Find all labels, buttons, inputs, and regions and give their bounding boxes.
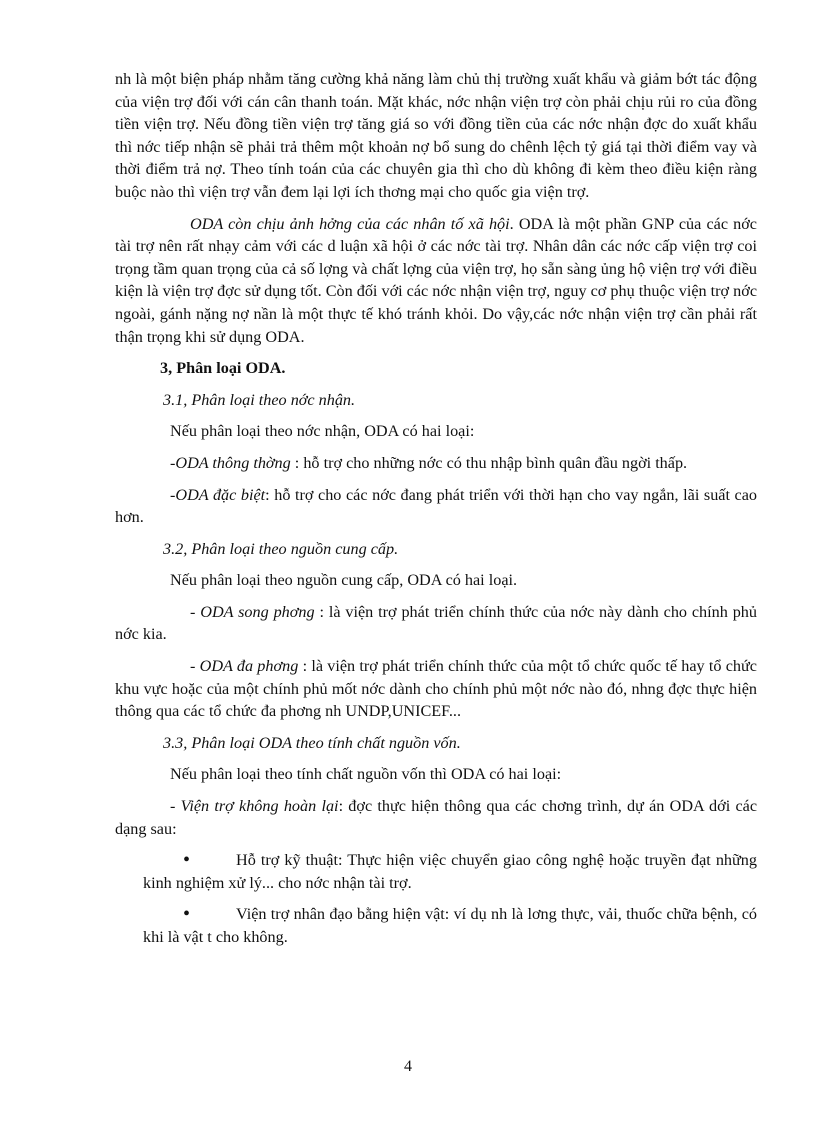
bullet-item <box>143 849 757 894</box>
section-heading-oda-classification: 3, Phân loại ODA. <box>160 359 286 378</box>
paragraph-aid-currency-risk: nh là một biện pháp nhằm tăng cường khả năng làm chủ thị trường xuất khẩu và giảm bớt tác động của viện trợ đối với cán cân thanh toán. Mặt khác, nớc nhận viện trợ còn phải chịu rủi ro của đồng tiền viện trợ. Nếu đồng tiền viện trợ tăng giá so với đồng tiền của các nớc nhận đợc do xuất khẩu thì nớc tiếp nhận sẽ phải trả thêm một khoản nợ bổ sung do chênh lệch tỷ giá tại thời điểm vay và thời điểm trả nợ. Theo tính toán của các chuyên gia thì cho dù không đi kèm theo điều kiện ràng buộc nào thì viện trợ vẫn đem lại lợi ích thơng mại cho quốc gia viện trợ. <box>115 70 757 201</box>
bullet-dot-icon: • <box>183 849 191 872</box>
item-non-refundable-aid <box>115 795 757 840</box>
bullet-text-humanitarian-aid: Viện trợ nhân đạo bằng hiện vật: ví dụ nh là lơng thực, vải, thuốc chữa bệnh, có khi là vật t cho không. <box>143 905 757 946</box>
subheading-by-capital-nature: 3.3, Phân loại ODA theo tính chất nguồn vốn. <box>163 733 461 752</box>
subheading-by-source: 3.2, Phân loại theo nguồn cung cấp. <box>163 539 399 558</box>
intro-by-capital-nature: Nếu phân loại theo tính chất nguồn vốn thì ODA có hai loại: <box>170 765 562 784</box>
subheading-by-recipient: 3.1, Phân loại theo nớc nhận. <box>163 390 356 409</box>
item-oda-special <box>115 484 757 529</box>
intro-by-recipient: Nếu phân loại theo nớc nhận, ODA có hai loại: <box>170 422 475 441</box>
item-oda-multilateral-label: - ODA đa phơng <box>190 657 299 676</box>
item-oda-bilateral <box>115 601 757 646</box>
item-oda-regular-text: : hỗ trợ cho những nớc có thu nhập bình quân đầu ngời thấp. <box>290 453 688 472</box>
social-factors-text: . ODA là một phần GNP của các nớc tài trợ nên rất nhạy cảm với các d luận xã hội ở các nớc tài trợ. Nhân dân các nớc cấp viện trợ coi trọng tầm quan trọng của cả số lợng và chất lợng của viện trợ, họ sẵn sàng ủng hộ viện trợ với điều kiện là viện trợ đợc sử dụng tốt. Còn đối với các nớc nhận viện trợ, nguy cơ phụ thuộc viện trợ nớc ngoài, gánh nặng nợ nần là một thực tế khó tránh khỏi. Do vậy,các nớc nhận viện trợ cần phải rất thận trọng khi sử dụng ODA. <box>115 214 757 346</box>
item-oda-special-label: -ODA đặc biệt <box>170 485 266 504</box>
document-page <box>115 68 757 958</box>
page-number: 4 <box>404 1058 412 1075</box>
item-non-refundable-aid-label: - Viện trợ không hoàn lại <box>170 797 339 816</box>
item-oda-multilateral-text: : là viện trợ phát triển chính thức của một tổ chức quốc tế hay tổ chức khu vực hoặc của một chính phủ mốt nớc dành cho chính phủ một nớc nào đó, nhng đợc thực hiện thông qua các tổ chức đa phơng nh UNDP,UNICEF... <box>115 657 757 721</box>
item-oda-bilateral-text: : là viện trợ phát triển chính thức của nớc này dành cho chính phủ nớc kia. <box>115 602 757 644</box>
item-oda-regular <box>115 452 757 475</box>
paragraph-social-factors <box>115 213 757 349</box>
bullet-dot-icon: • <box>183 903 191 926</box>
bullet-item <box>143 903 757 948</box>
item-oda-regular-label: -ODA thông thờng <box>170 453 291 472</box>
bullet-text-technical-support: Hỗ trợ kỹ thuật: Thực hiện việc chuyển giao công nghệ hoặc truyền đạt những kinh nghiệm xử lý... cho nớc nhận tài trợ. <box>143 851 757 892</box>
item-non-refundable-aid-text: : đợc thực hiện thông qua các chơng trình, dự án ODA dới các dạng sau: <box>115 797 758 838</box>
social-factors-emphasis: ODA còn chịu ảnh hởng của các nhân tố xã hội <box>190 214 510 233</box>
item-oda-multilateral <box>115 655 757 723</box>
intro-by-source: Nếu phân loại theo nguồn cung cấp, ODA có hai loại. <box>170 571 518 590</box>
item-oda-special-text: : hỗ trợ cho các nớc đang phát triển với thời hạn cho vay ngắn, lãi suất cao hơn. <box>115 485 758 527</box>
item-oda-bilateral-label: - ODA song phơng <box>190 602 315 621</box>
